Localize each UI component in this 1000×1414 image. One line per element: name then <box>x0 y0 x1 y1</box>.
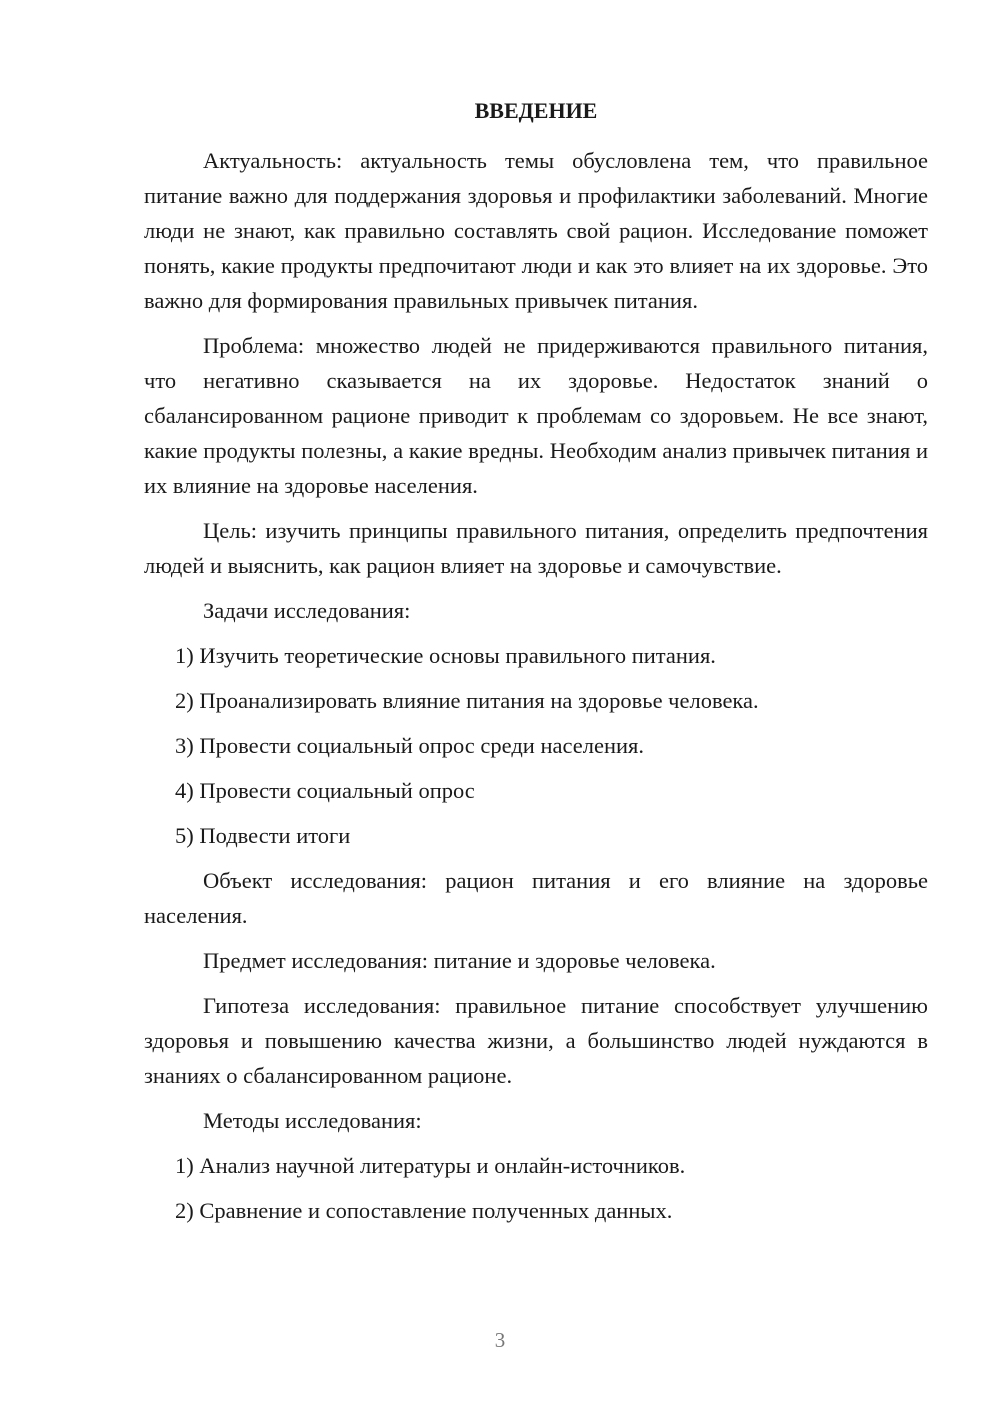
paragraph-subject: Предмет исследования: питание и здоровье человека. <box>203 948 716 973</box>
method-item: 2) Сравнение и сопоставление полученных данных. <box>175 1198 673 1223</box>
task-item: 1) Изучить теоретические основы правильного питания. <box>175 643 716 668</box>
task-item: 4) Провести социальный опрос <box>175 778 475 803</box>
paragraph-object: Объект исследования: рацион питания и его влияние на здоровье населения. <box>144 868 928 928</box>
task-item: 5) Подвести итоги <box>175 823 351 848</box>
method-item: 1) Анализ научной литературы и онлайн-источников. <box>175 1153 686 1178</box>
tasks-list <box>144 638 928 853</box>
task-item: 2) Проанализировать влияние питания на здоровье человека. <box>175 688 759 713</box>
methods-list <box>144 1148 928 1228</box>
section-title: ВВЕДЕНИЕ <box>474 98 598 123</box>
methods-heading: Методы исследования: <box>203 1108 422 1133</box>
paragraph-relevance: Актуальность: актуальность темы обусловлена тем, что правильное питание важно для поддержания здоровья и профилактики заболеваний. Многие люди не знают, как правильно составлять свой рацион. Исследование поможет понять, какие продукты предпочитают люди и как это влияет на их здоровье. Это важно для формирования правильных привычек питания. <box>144 148 928 313</box>
paragraph-goal: Цель: изучить принципы правильного питания, определить предпочтения людей и выяснить, как рацион влияет на здоровье и самочувствие. <box>144 518 928 578</box>
task-item: 3) Провести социальный опрос среди населения. <box>175 733 645 758</box>
page-content <box>144 93 928 1238</box>
paragraph-problem: Проблема: множество людей не придерживаются правильного питания, что негативно сказывается на их здоровье. Недостаток знаний о сбалансированном рационе приводит к проблемам со здоровьем. Не все знают, какие продукты полезны, а какие вредны. Необходим анализ привычек питания и их влияние на здоровье населения. <box>144 333 928 498</box>
tasks-heading: Задачи исследования: <box>203 598 411 623</box>
page-number: 3 <box>494 1328 506 1352</box>
paragraph-hypothesis: Гипотеза исследования: правильное питание способствует улучшению здоровья и повышению качества жизни, а большинство людей нуждаются в знаниях о сбалансированном рационе. <box>144 993 928 1088</box>
